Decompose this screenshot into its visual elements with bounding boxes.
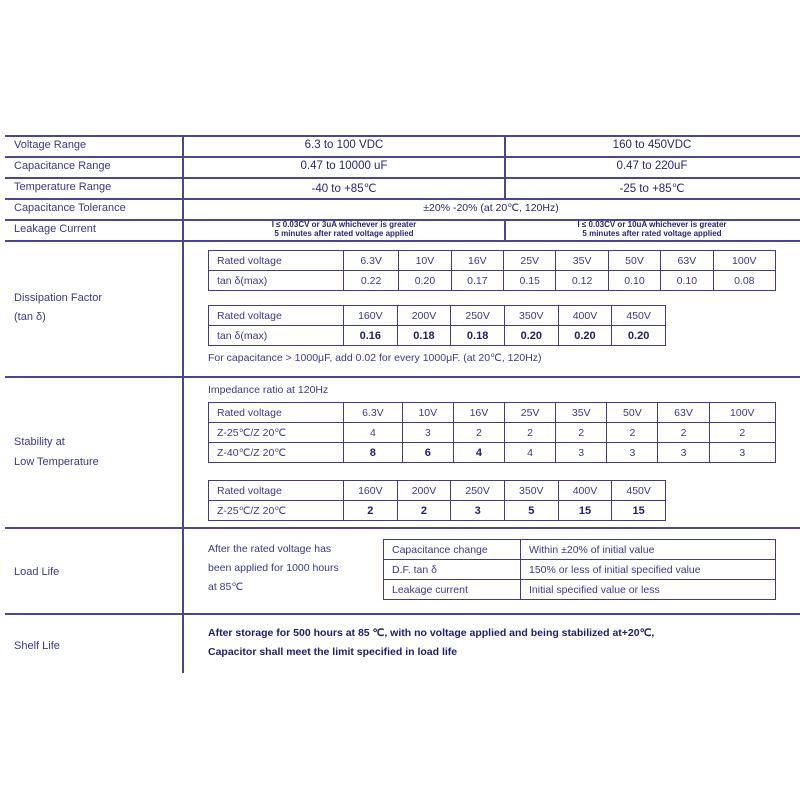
- rule: [5, 156, 800, 158]
- table-cell: 2: [344, 501, 398, 521]
- table-cell: 250V: [451, 306, 505, 326]
- table-row: [209, 443, 776, 463]
- capacitance-range-high: 0.47 to 220uF: [616, 160, 688, 172]
- dissipation-note: For capacitance > 1000μF, add 0.02 for every 1000μF. (at 20℃, 120Hz): [208, 352, 542, 364]
- voltage-range-low: 6.3 to 100 VDC: [304, 139, 384, 151]
- table-cell: 63V: [661, 251, 713, 271]
- capacitance-range-low: 0.47 to 10000 uF: [300, 160, 388, 172]
- table-cell: Z-25℃/Z 20℃: [209, 501, 344, 521]
- label-capacitance-range: Capacitance Range: [14, 160, 111, 172]
- label-dissipation-factor: Dissipation Factor: [14, 292, 103, 304]
- table-cell: 25V: [504, 251, 556, 271]
- label-dissipation-tan: (tan δ): [14, 311, 46, 323]
- table-cell: 2: [607, 423, 658, 443]
- table-cell: 2: [709, 423, 775, 443]
- column-divider: [182, 135, 184, 673]
- table-cell: 6.3V: [344, 251, 399, 271]
- table-cell: 0.22: [344, 271, 399, 291]
- table-row: [384, 540, 776, 560]
- table-cell: 0.20: [504, 326, 558, 346]
- table-cell: 400V: [558, 481, 612, 501]
- table-cell: 250V: [451, 481, 505, 501]
- table-cell: 200V: [397, 306, 451, 326]
- table-cell: 8: [344, 443, 403, 463]
- table-cell: 3: [709, 443, 775, 463]
- table-cell: tan δ(max): [209, 326, 344, 346]
- rule: [5, 613, 800, 615]
- table-row: [209, 481, 666, 501]
- table-row: [209, 423, 776, 443]
- table-cell: Within ±20% of initial value: [521, 540, 776, 560]
- table-cell: 4: [505, 443, 556, 463]
- load-life-table: [383, 539, 776, 600]
- table-cell: 2: [556, 423, 607, 443]
- table-row: [209, 306, 666, 326]
- table-cell: 0.12: [556, 271, 608, 291]
- label-stability: Stability at: [14, 436, 65, 448]
- table-cell: 200V: [397, 481, 451, 501]
- table-cell: 0.20: [558, 326, 612, 346]
- load-life-line: After the rated voltage has: [208, 543, 332, 555]
- table-cell: Capacitance change: [384, 540, 521, 560]
- table-cell: 3: [402, 423, 453, 443]
- table-cell: 0.18: [451, 326, 505, 346]
- table-cell: 3: [556, 443, 607, 463]
- table-cell: 10V: [399, 251, 451, 271]
- table-cell: 160V: [344, 481, 398, 501]
- table-cell: 0.08: [713, 271, 775, 291]
- table-cell: 16V: [453, 403, 504, 423]
- label-leakage-current: Leakage Current: [14, 223, 96, 235]
- table-cell: 6.3V: [344, 403, 403, 423]
- dissipation-table-low-voltage: [208, 250, 776, 291]
- rule: [5, 240, 800, 242]
- table-cell: tan δ(max): [209, 271, 344, 291]
- table-cell: 350V: [504, 306, 558, 326]
- table-row: [209, 501, 666, 521]
- leakage-high-line2: 5 minutes after rated voltage applied: [582, 229, 722, 238]
- table-cell: 350V: [504, 481, 558, 501]
- table-cell: 400V: [558, 306, 612, 326]
- table-row: [209, 251, 776, 271]
- table-row: [209, 326, 666, 346]
- table-cell: 16V: [451, 251, 503, 271]
- table-cell: 5: [504, 501, 558, 521]
- table-cell: 63V: [658, 403, 709, 423]
- table-cell: 450V: [612, 306, 666, 326]
- table-cell: Initial specified value or less: [521, 580, 776, 600]
- table-cell: D.F. tan δ: [384, 560, 521, 580]
- rule: [5, 135, 800, 137]
- table-row: [209, 403, 776, 423]
- table-cell: 160V: [344, 306, 398, 326]
- column-divider: [504, 135, 506, 198]
- leakage-low-line1: I ≤ 0.03CV or 3uA whichever is greater: [271, 220, 417, 229]
- impedance-table-high-voltage: [208, 480, 666, 521]
- table-cell: 10V: [402, 403, 453, 423]
- table-cell: Leakage current: [384, 580, 521, 600]
- table-cell: 0.15: [504, 271, 556, 291]
- label-voltage-range: Voltage Range: [14, 139, 87, 151]
- table-cell: 50V: [608, 251, 660, 271]
- table-cell: 0.16: [344, 326, 398, 346]
- label-temperature-range: Temperature Range: [14, 181, 112, 193]
- table-cell: 4: [344, 423, 403, 443]
- temperature-range-high: -25 to +85℃: [619, 183, 685, 195]
- table-cell: 3: [658, 443, 709, 463]
- impedance-table-low-voltage: [208, 402, 776, 463]
- table-cell: 0.17: [451, 271, 503, 291]
- table-cell: 15: [612, 501, 666, 521]
- table-cell: 6: [402, 443, 453, 463]
- column-divider: [504, 219, 506, 240]
- capacitance-tolerance-value: ±20% -20% (at 20℃, 120Hz): [423, 202, 559, 214]
- voltage-range-high: 160 to 450VDC: [612, 139, 692, 151]
- load-life-line: been applied for 1000 hours: [208, 562, 339, 574]
- table-cell: Rated voltage: [209, 306, 344, 326]
- rule: [5, 527, 800, 529]
- table-cell: 0.18: [397, 326, 451, 346]
- temperature-range-low: -40 to +85℃: [311, 183, 377, 195]
- table-row: [384, 560, 776, 580]
- rule: [5, 177, 800, 179]
- leakage-low-line2: 5 minutes after rated voltage applied: [274, 229, 414, 238]
- table-cell: 2: [397, 501, 451, 521]
- table-cell: 2: [453, 423, 504, 443]
- label-capacitance-tolerance: Capacitance Tolerance: [14, 202, 126, 214]
- table-cell: 2: [505, 423, 556, 443]
- table-cell: 0.20: [399, 271, 451, 291]
- leakage-high-line1: I ≤ 0.03CV or 10uA whichever is greater: [577, 220, 727, 229]
- table-cell: 0.20: [612, 326, 666, 346]
- label-load-life: Load Life: [14, 566, 60, 578]
- table-cell: 100V: [713, 251, 775, 271]
- table-cell: 150% or less of initial specified value: [521, 560, 776, 580]
- load-life-condition: [208, 540, 339, 597]
- table-cell: 15: [558, 501, 612, 521]
- table-cell: 3: [607, 443, 658, 463]
- table-cell: 2: [658, 423, 709, 443]
- table-row: [384, 580, 776, 600]
- table-cell: 0.10: [661, 271, 713, 291]
- label-low-temperature: Low Temperature: [14, 456, 99, 468]
- table-cell: 4: [453, 443, 504, 463]
- rule: [5, 198, 800, 200]
- table-cell: Rated voltage: [209, 481, 344, 501]
- table-row: [209, 271, 776, 291]
- table-cell: 3: [451, 501, 505, 521]
- label-shelf-life: Shelf Life: [14, 640, 60, 652]
- table-cell: 25V: [505, 403, 556, 423]
- impedance-heading: Impedance ratio at 120Hz: [208, 384, 329, 396]
- table-cell: Rated voltage: [209, 251, 344, 271]
- table-cell: Rated voltage: [209, 403, 344, 423]
- table-cell: 50V: [607, 403, 658, 423]
- table-cell: Z-25℃/Z 20℃: [209, 423, 344, 443]
- table-cell: 100V: [709, 403, 775, 423]
- dissipation-table-high-voltage: [208, 305, 666, 346]
- shelf-life-line2: Capacitor shall meet the limit specified in load life: [208, 646, 458, 658]
- table-cell: 35V: [556, 403, 607, 423]
- table-cell: 0.10: [608, 271, 660, 291]
- table-cell: Z-40℃/Z 20℃: [209, 443, 344, 463]
- rule: [5, 376, 800, 378]
- table-cell: 35V: [556, 251, 608, 271]
- shelf-life-line1: After storage for 500 hours at 85 ℃, with no voltage applied and being stabilized at+20℃,: [208, 627, 655, 639]
- table-cell: 450V: [612, 481, 666, 501]
- load-life-line: at 85℃: [208, 581, 244, 593]
